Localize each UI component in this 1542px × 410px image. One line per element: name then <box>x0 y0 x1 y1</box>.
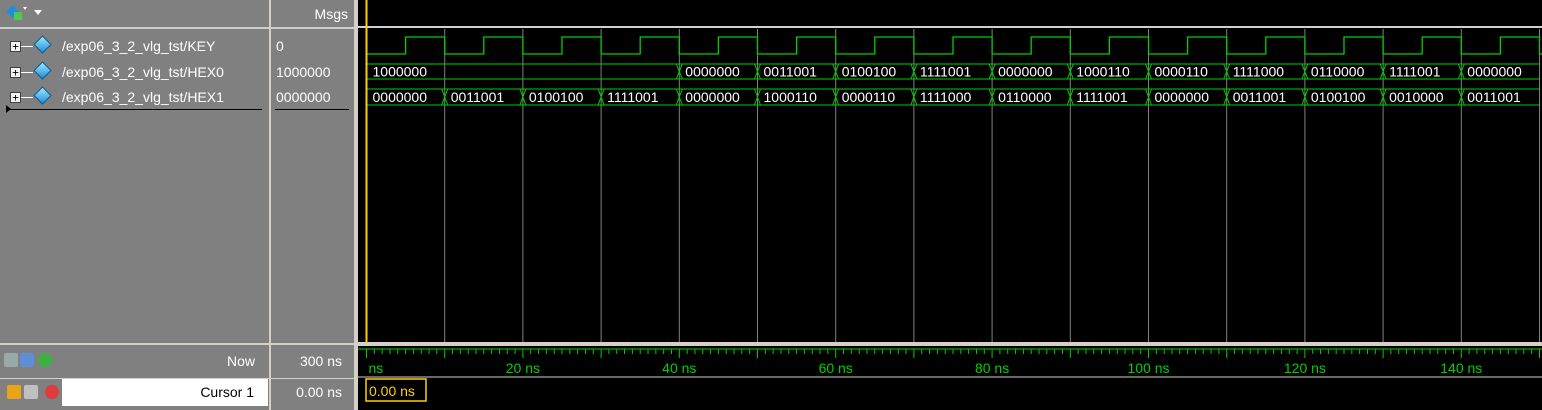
wrench-icon[interactable] <box>24 385 38 399</box>
bus-value: 1111001 <box>919 63 972 80</box>
delete-cursor-icon[interactable] <box>45 385 59 399</box>
bus-value: 0100100 <box>841 63 897 80</box>
cursor-label: Cursor 1 <box>200 384 254 400</box>
tree-connector <box>21 72 33 73</box>
bus-value: 0000000 <box>372 89 428 105</box>
insertion-marker <box>6 109 262 110</box>
cursor-row[interactable] <box>0 378 269 407</box>
name-pane-header <box>0 0 269 29</box>
signal-value-hex0: 1000000 <box>276 64 331 80</box>
bus-value: 0000000 <box>685 63 740 80</box>
cursor-value-cell <box>271 378 354 407</box>
insertion-arrow-icon <box>6 105 11 113</box>
time-label: ns <box>368 360 384 376</box>
signal-diamond-icon <box>33 61 51 79</box>
bus-value: 0100100 <box>528 89 584 105</box>
tree-connector <box>21 97 33 98</box>
add-wave-icon[interactable] <box>4 353 18 367</box>
expand-icon[interactable]: + <box>10 67 21 78</box>
signal-name: /exp06_3_2_vlg_tst/HEX1 <box>62 89 224 105</box>
add-cursor-icon[interactable] <box>38 353 52 367</box>
waveform-canvas[interactable] <box>358 0 1542 410</box>
now-value-cell <box>271 343 354 378</box>
bus-value: 0011001 <box>450 89 505 105</box>
signal-name-pane <box>0 0 269 410</box>
bus-value: 1000000 <box>372 63 428 80</box>
bus-value: 0110000 <box>1310 63 1365 80</box>
time-label: 20 ns <box>505 360 541 376</box>
bus-value: 1111000 <box>1232 63 1285 80</box>
bus-value: 0000110 <box>1154 63 1208 80</box>
bus-value: 0010000 <box>1389 89 1444 105</box>
time-label: 140 ns <box>1440 360 1483 376</box>
bus-value: 1000110 <box>763 89 817 105</box>
bus-value: 0000000 <box>685 89 740 105</box>
now-value: 300 ns <box>299 353 342 369</box>
wave-menu-icon[interactable] <box>6 4 28 22</box>
time-label: 120 ns <box>1283 360 1326 376</box>
cursor-name-field[interactable] <box>62 379 268 406</box>
timeline-divider <box>358 342 1542 346</box>
bus-value: 0000000 <box>1154 89 1210 105</box>
signal-diamond-icon <box>33 86 51 104</box>
signal-value-hex1: 0000000 <box>276 89 331 105</box>
expand-icon[interactable]: + <box>10 41 21 52</box>
expand-icon[interactable]: + <box>10 92 21 103</box>
signal-row-hex0[interactable] <box>0 60 269 84</box>
bus-value: 1000110 <box>1076 63 1130 80</box>
bus-value: 0000000 <box>1467 63 1522 80</box>
value-pane-header <box>271 0 354 29</box>
bus-value: 0110000 <box>998 89 1052 105</box>
lock-icon[interactable] <box>7 385 21 399</box>
cursor-marker-label: 0.00 ns <box>369 383 415 399</box>
signal-name: /exp06_3_2_vlg_tst/KEY <box>62 38 216 54</box>
time-label: 100 ns <box>1127 360 1170 376</box>
msgs-label: Msgs <box>314 6 348 22</box>
bus-value: 1111001 <box>1389 63 1441 80</box>
waveform-pane[interactable] <box>358 0 1542 410</box>
bus-value: 0011001 <box>1232 89 1287 105</box>
now-label: Now <box>226 353 255 369</box>
bus-value: 1111001 <box>607 89 659 105</box>
tree-connector <box>21 46 33 47</box>
dropdown-arrow-icon[interactable] <box>34 10 42 15</box>
time-label: 40 ns <box>662 360 697 376</box>
signal-row-key[interactable] <box>0 34 269 58</box>
signal-row-hex1[interactable] <box>0 85 269 109</box>
bus-value: 0000000 <box>998 63 1053 80</box>
signal-diamond-icon <box>33 35 51 53</box>
signal-value-key: 0 <box>276 38 284 54</box>
now-row <box>0 343 269 378</box>
bus-value: 0011001 <box>1467 89 1521 105</box>
bus-value: 0000110 <box>841 89 896 105</box>
signal-name: /exp06_3_2_vlg_tst/HEX0 <box>62 64 224 80</box>
bus-value: 0011001 <box>763 63 817 80</box>
monitor-icon[interactable] <box>20 353 34 367</box>
value-pane <box>271 0 354 410</box>
cursor-value: 0.00 ns <box>296 384 342 400</box>
bus-value: 1111000 <box>919 89 972 105</box>
value-underline <box>275 109 349 110</box>
time-label: 80 ns <box>974 360 1010 376</box>
bus-value: 0100100 <box>1310 89 1366 105</box>
bus-value: 1111001 <box>1076 89 1128 105</box>
time-label: 60 ns <box>818 360 853 376</box>
